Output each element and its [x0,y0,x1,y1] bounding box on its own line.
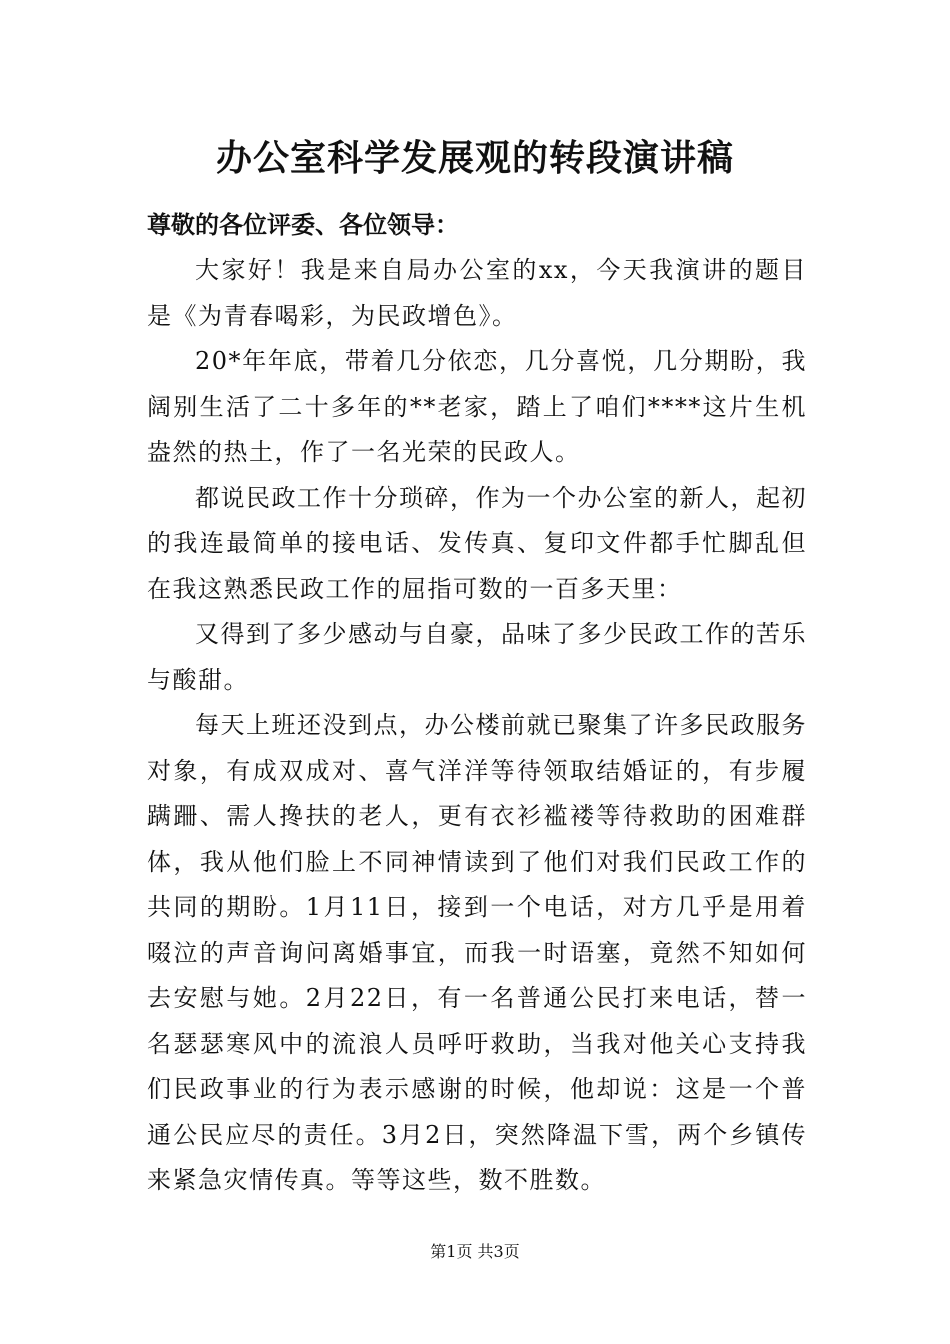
document-body [147,248,807,1204]
document-title: 办公室科学发展观的转段演讲稿 [215,137,734,179]
paragraph: 都说民政工作十分琐碎，作为一个办公室的新人，起初的我连最简单的接电话、发传真、复印文件都手忙脚乱但在我这熟悉民政工作的屈指可数的一百多天里： [147,483,807,603]
paragraph: 20*年年底，带着几分依恋，几分喜悦，几分期盼，我阔别生活了二十多年的**老家，踏上了咱们****这片生机盎然的热土，作了一名光荣的民政人。 [147,347,807,466]
page-number-footer: 第1页 共3页 [430,1242,520,1261]
paragraph: 大家好！我是来自局办公室的xx，今天我演讲的题目是《为青春喝彩，为民政增色》。 [147,256,807,330]
paragraph: 又得到了多少感动与自豪，品味了多少民政工作的苦乐与酸甜。 [147,620,807,694]
paragraph: 每天上班还没到点，办公楼前就已聚集了许多民政服务对象，有成双成对、喜气洋洋等待领取结婚证的，有步履蹒跚、需人搀扶的老人，更有衣衫褴褛等待救助的困难群体，我从他们脸上不同神情读到了他们对我们民政工作的共同的期盼。1月11日，接到一个电话，对方几乎是用着啜泣的声音询问离婚事宜，而我一时语塞，竟然不知如何去安慰与她。2月22日，有一名普通公民打来电话，替一名瑟瑟寒风中的流浪人员呼吁救助，当我对他关心支持我们民政事业的行为表示感谢的时候，他却说：这是一个普通公民应尽的责任。3月2日，突然降温下雪，两个乡镇传来紧急灾情传真。等等这些，数不胜数。 [147,711,807,1194]
salutation: 尊敬的各位评委、各位领导： [147,210,459,239]
